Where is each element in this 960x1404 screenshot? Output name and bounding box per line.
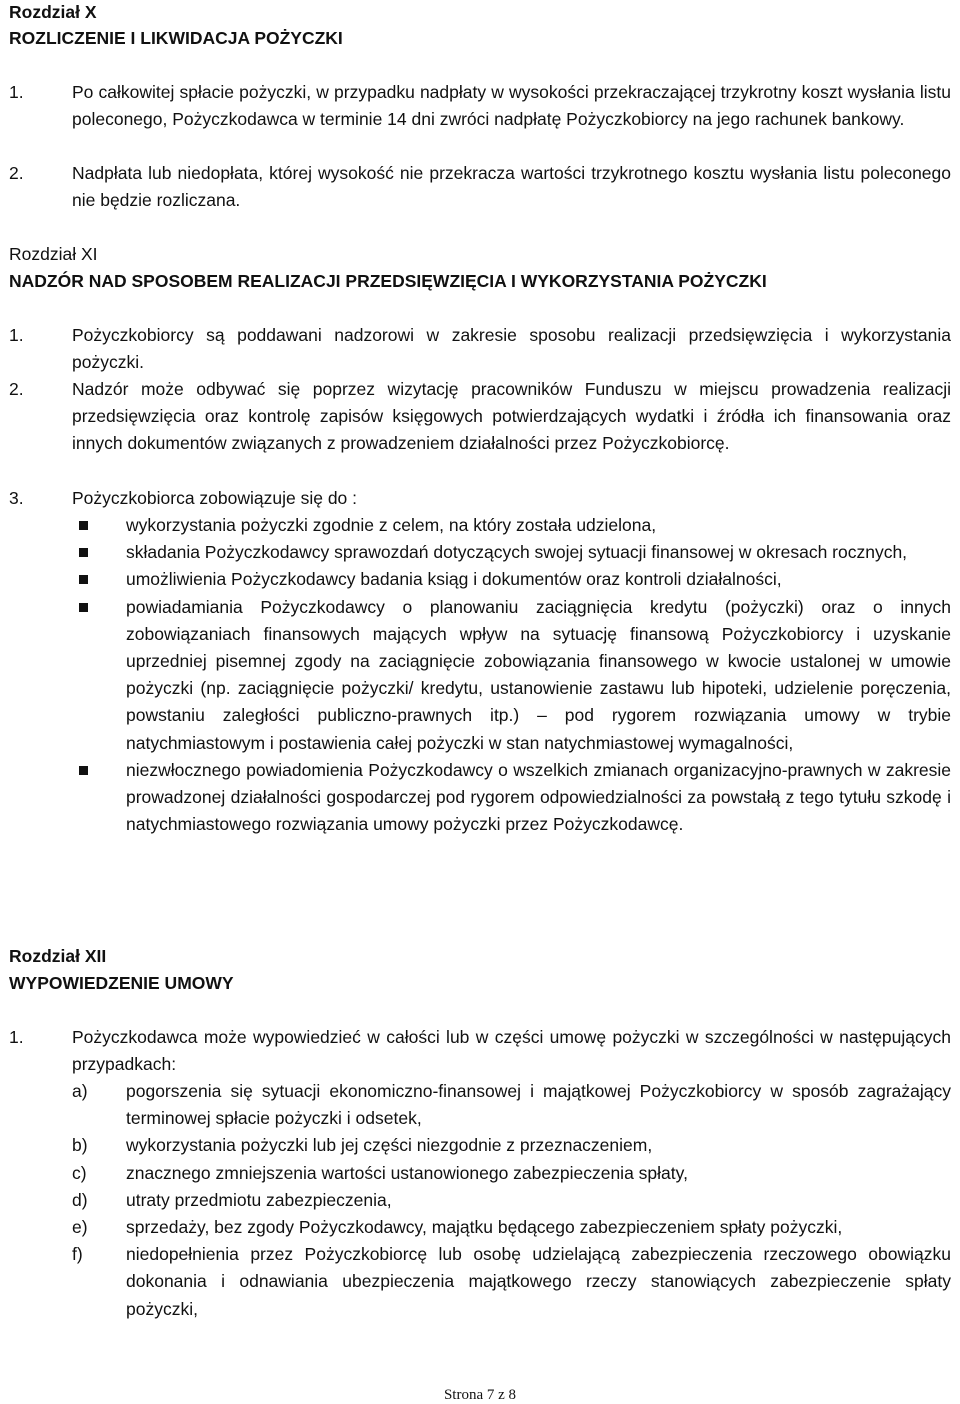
square-bullet-icon [72, 594, 126, 757]
item-number: 2. [9, 163, 24, 183]
list-item [72, 539, 951, 566]
bullet-text: składania Pożyczkodawcy sprawozdań dotyczących swojej sytuacji finansowej w okresach rocznych, [126, 542, 908, 563]
item-number: 1. [9, 325, 24, 345]
square-bullet-icon [72, 566, 126, 593]
item-number: 2. [9, 379, 24, 399]
item-text: znacznego zmniejszenia wartości ustanowionego zabezpieczenia spłaty, [126, 1162, 688, 1183]
list-item [72, 1160, 951, 1187]
item-text: Pożyczkodawca może wypowiedzieć w całości lub w części umowę pożyczki w szczególności w następujących przypadkach: [72, 1027, 951, 1075]
item-letter: d) [72, 1189, 88, 1210]
item-text: Pożyczkobiorca zobowiązuje się do : [72, 488, 358, 508]
page-number: Strona 7 z 8 [443, 1387, 517, 1403]
list-item [9, 160, 951, 214]
item-letter: c) [72, 1162, 87, 1183]
item-letter: f) [72, 1244, 83, 1265]
bullet-text: powiadamiania Pożyczkodawcy o planowaniu zaciągnięcia kredytu (pożyczki) oraz o innych zobowiązaniach finansowych mających wpływ na sytuację finansową Pożyczkobiorcy i uzyskanie uprzedniej pisemnej zgody na zaciągnięcie zobowiązania finansowego w kwocie ustalonej w umowie pożyczki (np. zaciągnięcie pożyczki/ kredytu, ustanowienie zastawu lub hipoteki, udzielenie poręczenia, powstaniu zaległości publiczno-prawnych itp.) – pod rygorem rozwiązania umowy w trybie natychmiastowym i postawienia całej pożyczki w stan natychmiastowej wymagalności, [126, 596, 951, 753]
list-item [72, 1078, 951, 1132]
item-number: 3. [9, 488, 24, 508]
chapter-title: ROZLICZENIE I LIKWIDACJA POŻYCZKI [9, 28, 343, 48]
bullet-list [72, 512, 951, 838]
item-number: 1. [9, 82, 24, 102]
list-item [9, 79, 951, 133]
list-item [9, 376, 951, 458]
list-item [9, 1024, 951, 1078]
item-text: Pożyczkobiorcy są poddawani nadzorowi w zakresie sposobu realizacji przedsięwzięcia i wykorzystania pożyczki. [72, 325, 951, 373]
chapter-heading: Rozdział XII [9, 946, 107, 966]
lettered-list [72, 1078, 951, 1323]
bullet-text: umożliwienia Pożyczkodawcy badania ksiąg i dokumentów oraz kontroli działalności, [126, 569, 782, 590]
item-text: Po całkowitej spłacie pożyczki, w przypadku nadpłaty w wysokości przekraczającej trzykrotny koszt wysłania listu poleconego, Pożyczkodawca w terminie 14 dni zwróci nadpłatę Pożyczkobiorcy na jego rachunek bankowy. [72, 82, 951, 130]
chapter-title: WYPOWIEDZENIE UMOWY [9, 973, 234, 993]
list-item [72, 1241, 951, 1323]
chapter-title: NADZÓR NAD SPOSOBEM REALIZACJI PRZEDSIĘWZIĘCIA I WYKORZYSTANIA POŻYCZKI [9, 271, 767, 291]
bullet-text: wykorzystania pożyczki zgodnie z celem, na który została udzielona, [126, 515, 657, 535]
bullet-text: niezwłocznego powiadomienia Pożyczkodawcy o wszelkich zmianach organizacyjno-prawnych w zakresie prowadzonej działalności gospodarczej pod rygorem odpowiedzialności za powstałą z tego tytułu szkodę i natychmiastowego rozwiązania umowy pożyczki przez Pożyczkodawcę. [126, 759, 951, 835]
item-text: Nadpłata lub niedopłata, której wysokość nie przekracza wartości trzykrotnego kosztu wysłania listu poleconego nie będzie rozliczana. [72, 163, 951, 211]
square-bullet-icon [72, 539, 126, 566]
chapter-heading: Rozdział XI [9, 244, 98, 264]
list-item [72, 1132, 951, 1159]
item-letter: a) [72, 1081, 88, 1101]
list-item [72, 594, 951, 757]
list-item [9, 485, 951, 512]
item-letter: e) [72, 1217, 88, 1238]
list-item [72, 1187, 951, 1214]
item-text: utraty przedmiotu zabezpieczenia, [126, 1189, 392, 1210]
list-item [72, 566, 951, 593]
item-text: niedopełnienia przez Pożyczkobiorcę lub osobę udzielającą zabezpieczenia rzeczowego obowiązku dokonania i odnawiania ubezpieczenia majątkowego rzeczy stanowiących zabezpieczenie spłaty pożyczki, [126, 1244, 951, 1319]
list-item [9, 322, 951, 376]
item-text: pogorszenia się sytuacji ekonomiczno-finansowej i majątkowej Pożyczkobiorcy w sposób zagrażający terminowej spłacie pożyczki i odsetek, [126, 1081, 951, 1129]
square-bullet-icon [72, 512, 126, 539]
item-text: wykorzystania pożyczki lub jej części niezgodnie z przeznaczeniem, [126, 1135, 653, 1156]
item-number: 1. [9, 1027, 24, 1047]
square-bullet-icon [72, 757, 126, 839]
list-item [72, 512, 951, 539]
item-text: Nadzór może odbywać się poprzez wizytację pracowników Funduszu w miejscu prowadzenia realizacji przedsięwzięcia oraz kontrolę zapisów księgowych potwierdzających wydatki i źródła ich finansowania oraz innych dokumentów związanych z prowadzeniem działalności przez Pożyczkobiorcę. [72, 379, 951, 454]
chapter-heading: Rozdział X [9, 2, 97, 22]
item-letter: b) [72, 1135, 88, 1156]
list-item [72, 1214, 951, 1241]
list-item [72, 757, 951, 839]
item-text: sprzedaży, bez zgody Pożyczkodawcy, majątku będącego zabezpieczeniem spłaty pożyczki, [126, 1217, 843, 1238]
